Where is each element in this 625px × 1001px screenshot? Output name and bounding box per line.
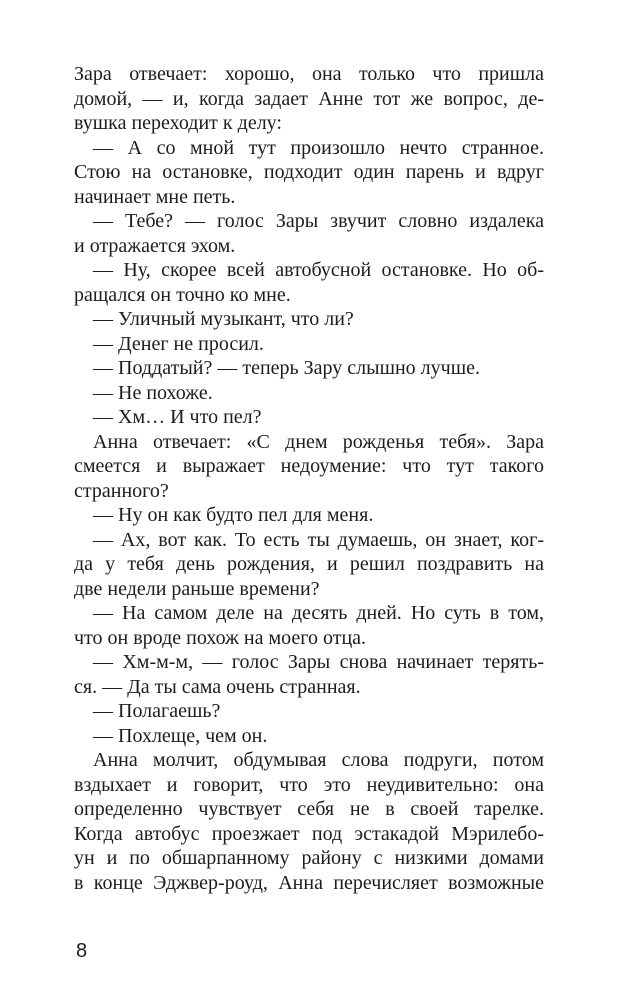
text-line: — Ну он как будто пел для меня. xyxy=(93,504,374,526)
text-line: Стою на остановке, подходит один парень и вдруг xyxy=(74,161,544,183)
text-line: вздыхает и говорит, что это неудивительно: она xyxy=(74,773,544,796)
text-line: — Хм-м-м, — голос Зары снова начинает терять- xyxy=(93,651,544,673)
text-line: — Уличный музыкант, что ли? xyxy=(93,308,354,330)
text-line: — Денег не просил. xyxy=(93,332,264,355)
text-line: — Похлеще, чем он. xyxy=(93,724,268,747)
text-line: странного? xyxy=(74,479,169,502)
text-line: определенно чувствует себя не в своей тарелке. xyxy=(74,798,544,820)
text-line: — А со мной тут произошло нечто странное. xyxy=(93,136,544,159)
text-line: — На самом деле на десять дней. Но суть в том, xyxy=(93,602,544,624)
text-line: — Хм… И что пел? xyxy=(93,406,262,428)
text-line: ся. — Да ты сама очень странная. xyxy=(74,675,361,698)
text-line: да у тебя день рождения, и решил поздравить на xyxy=(74,553,544,575)
text-line: и отражается эхом. xyxy=(74,234,236,257)
text-line: Анна молчит, обдумывая слова подруги, потом xyxy=(93,749,544,771)
text-line: ращался он точно ко мне. xyxy=(74,283,291,306)
text-line: домой, — и, когда задает Анне тот же вопрос, де- xyxy=(74,87,544,110)
text-line: в конце Эджвер-роуд, Анна перечисляет возможные xyxy=(74,871,544,894)
body-text xyxy=(74,62,544,895)
page-number: 8 xyxy=(76,940,88,962)
text-line: — Тебе? — голос Зары звучит словно издалека xyxy=(93,210,544,232)
text-line: вушка переходит к делу: xyxy=(74,112,282,134)
text-line: что он вроде похож на моего отца. xyxy=(74,626,367,649)
text-line: Анна отвечает: «С днем рожденья тебя». Зара xyxy=(93,430,544,453)
text-line: начинает мне петь. xyxy=(74,185,236,208)
text-line: — Поддатый? — теперь Зару слышно лучше. xyxy=(93,357,481,379)
text-line: смеется и выражает недоумение: что тут такого xyxy=(74,455,544,477)
text-line: — Не похоже. xyxy=(93,381,213,404)
text-line: — Ах, вот как. То есть ты думаешь, он знает, ког- xyxy=(93,528,544,551)
text-line: — Полагаешь? xyxy=(93,700,221,722)
text-line: две недели раньше времени? xyxy=(74,577,320,600)
text-line: Когда автобус проезжает под эстакадой Мэрилебо- xyxy=(74,822,544,845)
text-line: Зара отвечает: хорошо, она только что пришла xyxy=(74,63,544,85)
text-line: ун и по обшарпанному району с низкими домами xyxy=(74,847,544,869)
text-line: — Ну, скорее всей автобусной остановке. Но об- xyxy=(93,259,544,281)
